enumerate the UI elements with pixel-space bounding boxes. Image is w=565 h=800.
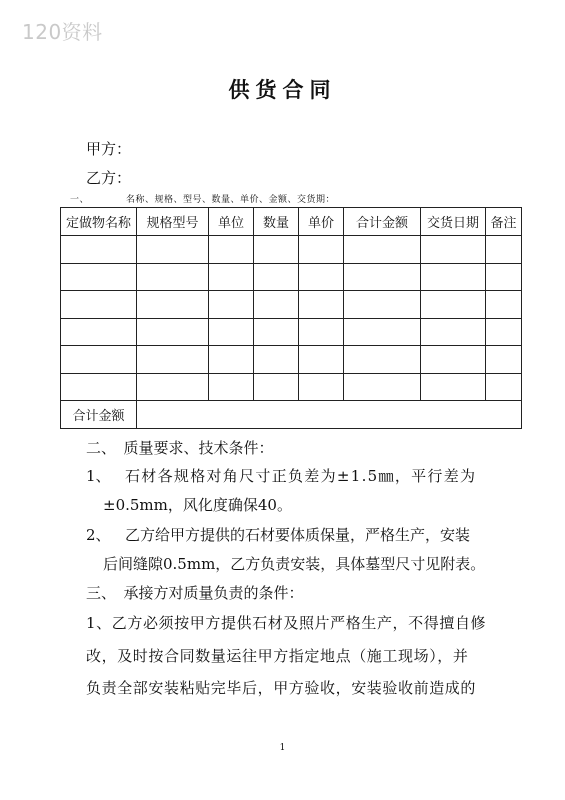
section2-item2-line1: 乙方给甲方提供的石材要体质保量，严格生产，安装	[125, 526, 471, 544]
section1-number: 一、	[70, 195, 90, 205]
party-a-label: 甲方：	[86, 140, 132, 158]
table-row	[61, 263, 522, 291]
section2-item2-line2: 后间缝隙0.5mm，乙方负责安装，具体墓型尺寸见附表。	[103, 555, 486, 573]
table-total-row	[61, 401, 522, 429]
total-amount-value	[137, 401, 522, 429]
table-row	[61, 291, 522, 319]
header-cell-amount: 合计金额	[344, 208, 421, 236]
section2-item1-line2: ±0.5mm，风化度确保40。	[103, 496, 292, 514]
section1-heading	[70, 192, 335, 205]
section2-heading: 二、 质量要求、技术条件：	[86, 439, 274, 457]
table-row	[61, 346, 522, 374]
section2-item1-line1: 石材各规格对角尺寸正负差为±1.5㎜，平行差为	[125, 467, 477, 485]
header-cell-remark: 备注	[486, 208, 522, 236]
table-row	[61, 236, 522, 264]
party-b-label: 乙方：	[86, 169, 132, 187]
section3-line1: 1、乙方必须按甲方提供石材及照片严格生产，不得擅自修	[86, 614, 487, 632]
section3-line2: 改，及时按合同数量运往甲方指定地点（施工现场），并	[86, 647, 469, 665]
header-cell-price: 单价	[299, 208, 344, 236]
watermark: 120资料	[22, 20, 103, 44]
document-title: 供货合同	[228, 78, 337, 102]
header-cell-spec: 规格型号	[137, 208, 209, 236]
section3-line3: 负责全部安装粘贴完毕后，甲方验收，安装验收前造成的	[86, 679, 477, 697]
section2-item2-number: 2、	[86, 526, 111, 544]
total-amount-label: 合计金额	[61, 401, 137, 429]
header-cell-unit: 单位	[209, 208, 254, 236]
section3-heading: 三、 承接方对质量负责的条件：	[86, 584, 304, 602]
header-cell-date: 交货日期	[421, 208, 486, 236]
table-row	[61, 373, 522, 401]
section2-item1-number: 1、	[86, 467, 111, 485]
section1-text: 名称、规格、型号、数量、单价、金额、交货期：	[126, 195, 336, 205]
table-header-row	[61, 208, 522, 236]
header-cell-name: 定做物名称	[61, 208, 137, 236]
page-number: 1	[279, 743, 286, 753]
table-row	[61, 318, 522, 346]
header-cell-qty: 数量	[254, 208, 299, 236]
items-table	[60, 207, 522, 429]
